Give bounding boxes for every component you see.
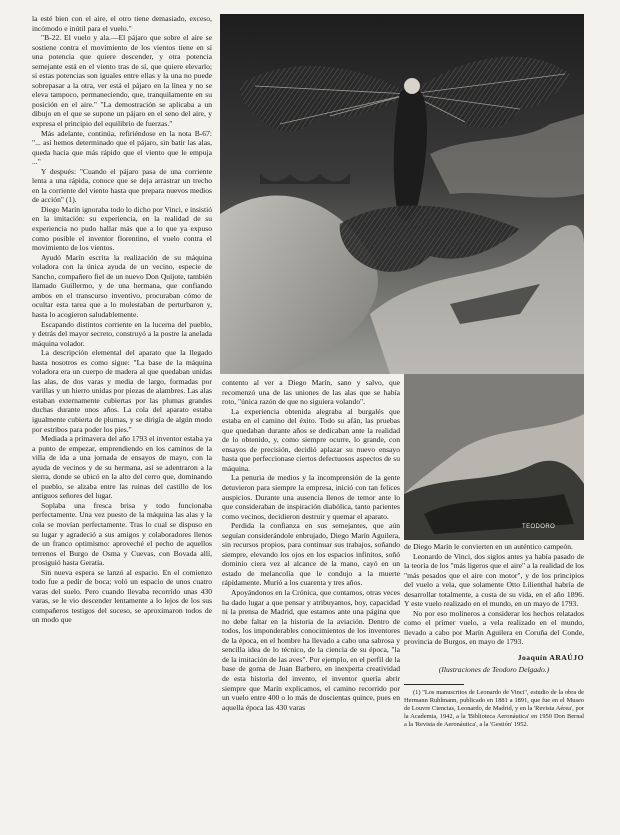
- paragraph: Soplaba una fresca brisa y todo funcionaba perfectamente. Una vez puesto de la máquina las alas y la cola se movían perfectamente. Tras lo cual se dispuso en su lugar y agradeció a sus amigos y colaboradores llenos de un franco optimismo: aproveché el pecho de aquellos terrenos el Burgo de Osma y Cuevas, con Bovada allí, prosiguió hasta Geratía.: [32, 500, 212, 568]
- paragraph: Apoyándonos en la Crónica, que contamos, otras veces ha dado lugar a que pensar y atribuyamos, hoy, capacidad ni la prensa de Madrid, que estamos ante una página que no debe faltar en la historia de la aviación. Dentro de todos, los imponderables conocimientos de los inventores de la época, en el hombre ha llevado a cabo una sabrosa y sencilla idea de lo técnico, de la ciencia de su época, "la de la imitación de las aves". Por ejemplo, en el perfil de la base de goma de Juan Barbero, en inexperta creatividad de esta historia del invento, el inventor quería abrir siempre que Marín explicamos, el camino recorrido por un vuelo entre 400 o lo más de doscientas quince, pues en aquella época las 430 varas: [222, 588, 400, 712]
- paragraph: Sin nueva espera se lanzó al espacio. En el comienzo todo fue a pedir de boca; voló un espacio de unos cuatro varas del suelo. Pero cuando llevaba recorrido unas 430 varas, se le vio descender lentamente a lo lejos de los sus compañeros testigos del suceso, se aproximaron todos de un modo que: [32, 567, 212, 625]
- illustration-artwork: [220, 14, 584, 374]
- illustration-lower-artwork: [404, 374, 584, 540]
- article-right-column: [404, 542, 584, 729]
- paragraph: contento al ver a Diego Marín, sano y salvo, que recomenzó una de las uniones de las alas que se había roto, "única razón de que no siguiera volando".: [222, 378, 400, 407]
- illustrator-credit-mark: TEODORO: [522, 524, 556, 530]
- paragraph: Diego Marín ignoraba todo lo dicho por Vinci, e insistió en la imitación: su experiencia, en la realidad de su experiencia no pudo hallar más que a lo que ya expuso como posible el inventor florentino, el vuelo contra el movimiento de los vientos.: [32, 204, 212, 253]
- paragraph: La descripción elemental del aparato que la llegado hasta nosotros es como sigue: "La base de la máquina voladora era un cuerpo de madera al que quedaban unidas las alas, de dos varas y media de largo, formadas por varillas y un hierro unidas por piezas de alambres. Las alas estaban externamente cubiertas por las plumas grandes duchas durante unos años. La cola del aparato estaba igualmente cubierta de plumas, y se dirigía de algún modo por estribos para poder los pies.": [32, 348, 212, 434]
- illustration-lower-section: [404, 374, 584, 540]
- paragraph: Mediada a primavera del año 1793 el inventor estaba ya a punto de empezar, emprendiendo en los caminos de la villa de ida a una jornada de ensayos de mayo, con la ayuda de vecinos y de su hermana, así se adentraron a la sierra, donde se ubicó en la alto del cerro que, dominando el pueblo, se alzaba entre las ruinas del castillo de los antiguos señores del lugar.: [32, 434, 212, 501]
- paragraph: Más adelante, continúa, refiriéndose en la nota B-67: "... así hemos determinado que el pájaro, sin batir las alas, queda hacia que más rápido que el viento que le empuja ...": [32, 128, 212, 167]
- paragraph: La experiencia obtenida alegraba al burgalés que estaba en el camino del éxito. Todo su afán, las pruebas que quedaban durante años se dedicaban ante la realidad de lo obtenido, y, como siempre ocurre, lo grande, con ensayos de precisión, decidió aplazar su nuevo ensayo hasta que perfeccionase ciertos defectuosos aspectos de su máquina.: [222, 406, 400, 473]
- footnote: (1) "Los manuscritos de Leonardo de Vinci", estudio de la obra de Hermann Ruhlmann, publicado en 1881 a 1891, que fue en el Museo de Louvre Ciencias, Leonardo, de Madrid, y en la 'Revista Aérea', por la Academia, 1942, a la 'Biblioteca Aeronáutica' en 1950 Don Bernal a la 'Revista de Aeronáutica', a la 'Gestión' 1952.: [404, 689, 584, 728]
- paragraph: de Diego Marín le convierten en un auténtico campeón.: [404, 542, 573, 551]
- paragraph: Ayudó Marín escrita la realización de su máquina voladora con la única ayuda de un vecino, especie de Sancho, compañero fiel de un nuevo Don Quijote, también llamado Guillermo, y de una hermana, que confiando ambos en el transcurso inventivo, procuraban cómo de ocultar esta tarea que a lo molestaban de perturbaron y, hasta lo acogieron saludablemente.: [32, 252, 212, 319]
- illustration-credit: (Ilustraciones de Teodoro Delgado.): [438, 664, 550, 674]
- paragraph: La penuria de medios y la incomprensión de la gente detuvieron para siempre la empresa, inició con tan felices auspicios. Durante una ausencia llenos de temor ante lo que consideraban de inspiración diabólica, tanto parientes como vecinos, decidieron destruir y quemar el aparato.: [222, 473, 400, 521]
- paragraph: Perdida la confianza en sus semejantes, que aún seguían considerándole enbrujado, Diego Marín Aguilera, sin recursos propios, para continuar sus trabajos, soñando siempre, elevando los ojos en los espacios infinitos, soñó dominio ciera vez al alcance de la mano, cayó en un estado de melancolía que le condujo a la muerte rápidamente. Murió a los cuarenta y tres años.: [222, 521, 400, 588]
- article-middle-column: [222, 378, 400, 712]
- paragraph: "B-22. El vuelo y ala.—El pájaro que sobre el aire se sostiene contra el movimiento de los vientos tiene en sí una potencia que quiere descender, y otra potencia semejante está en el viento tras de sí, que quiere elevarlo; si estas potencias son iguales entre ellas y la una no puede sobrepasar a la otra, ver está el pájaro en la línea y no se eleva tampoco, permaneciendo, que, tranquilamente en su posición en el aire." "La demostración se aplicaba a un dibujo en el que se supone un pájaro en el seno del aire, y expresa el principio del equilibrio de fuerzas.": [32, 33, 212, 129]
- paragraph: Y después: "Cuando el pájaro pasa de una corriente lenta a una rápida, conoce que se deja arrastrar un trecho en la corriente del viento hasta que prepara nuevos medios de acción" (1).: [32, 166, 212, 205]
- paragraph: No por eso molineros a considerar los hechos relatados como el primer vuelo, a vela realizado en el mundo, llevado a cabo por Marín Aguilera en Coruña del Conde, provincia de Burgos, en mayo de 1793.: [404, 608, 584, 647]
- paragraph: la esté bien con el aire, el otro tiene demasiado, exceso, incómodo e inútil para el vuelo.": [32, 14, 212, 33]
- article-left-column: [32, 14, 212, 625]
- author-signature: Joaquín ARAÚJO: [517, 653, 584, 663]
- paragraph: Escapando distintos corriente en la lucerna del pueblo, y detrás del mayor secreto, construyó a la postre la anelada máquina volador.: [32, 319, 212, 348]
- paragraph: Leonardo de Vinci, dos siglos antes ya había pasado de la teoría de los "más ligeros que el aire" a la realidad de los "más pesados que el aire con motor", y de los principios del vuelo a vela, que solamente Otto Lilienthal habría de desarrollar totalmente, a costa de su vida, en el año 1896. Y este vuelo realizado en el mundo, en un mayo de 1793.: [404, 551, 584, 609]
- footnote-divider: [404, 684, 464, 685]
- flying-machine-illustration: [220, 14, 584, 374]
